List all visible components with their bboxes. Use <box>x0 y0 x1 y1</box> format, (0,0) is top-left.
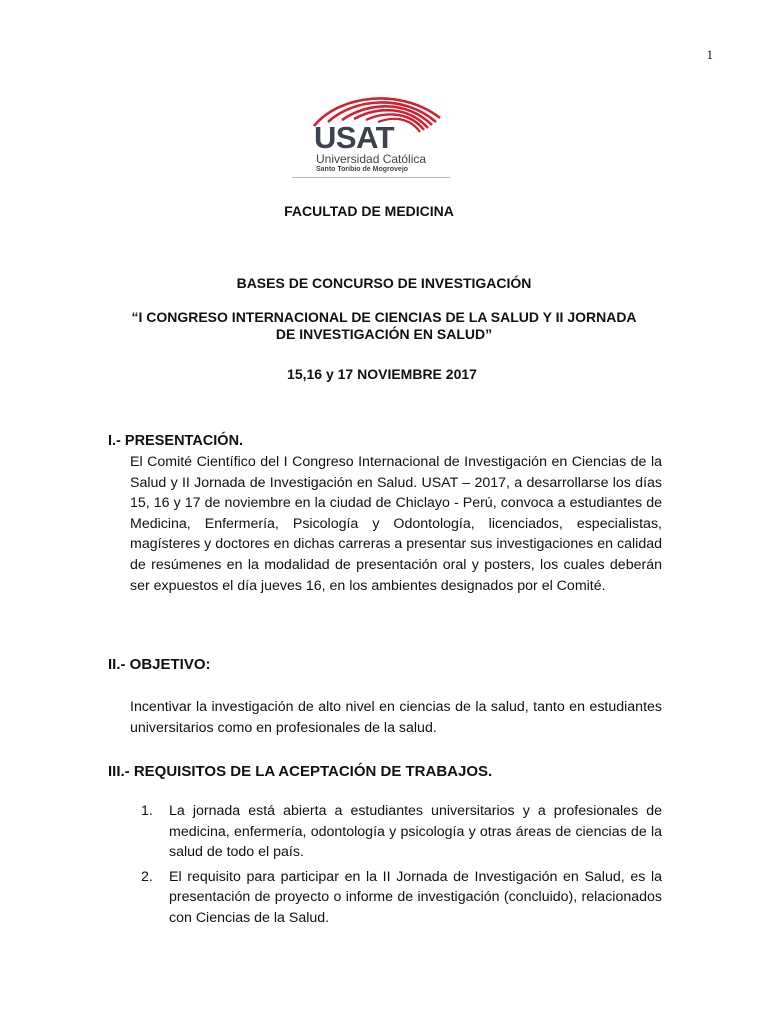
congress-title-line-1: “I CONGRESO INTERNACIONAL DE CIENCIAS DE LA SALUD Y II JORNADA <box>131 309 637 325</box>
section-heading-requisitos: III.- REQUISITOS DE LA ACEPTACIÓN DE TRABAJOS. <box>108 763 493 780</box>
usat-logo <box>292 92 450 180</box>
congress-title <box>0 309 768 343</box>
list-item-text: La jornada está abierta a estudiantes universitarios y a profesionales de medicina, enfermería, odontología y psicología y otras áreas de ciencias de la salud de todo el país. <box>169 803 662 861</box>
list-item-number: 2. <box>141 868 153 885</box>
document-title: BASES DE CONCURSO DE INVESTIGACIÓN <box>236 275 532 291</box>
logo-subtitle: Universidad Católica <box>316 152 427 166</box>
presentacion-paragraph: El Comité Científico del I Congreso Internacional de Investigación en Ciencias de la Salud y II Jornada de Investigación en Salud. USAT – 2017, a desarrollarse los días 15, 16 y 17 de noviembre en la ciudad de Chiclayo - Perú, convoca a estudiantes de Medicina, Enfermería, Psicología y Odontología, licenciados, especialistas, magísteres y doctores en dichas carreras a presentar sus investigaciones en calidad de resúmenes en la modalidad de presentación oral y posters, los cuales deberán ser expuestos el día jueves 16, en los ambientes designados por el Comité. <box>130 454 662 594</box>
list-item <box>108 801 662 863</box>
requisitos-list <box>108 801 662 933</box>
section-heading-presentacion: I.- PRESENTACIÓN. <box>108 433 244 449</box>
objetivo-paragraph: Incentivar la investigación de alto nivel en ciencias de la salud, tanto en estudiantes universitarios como en profesionales de la salud. <box>130 699 662 736</box>
list-item-text: El requisito para participar en la II Jornada de Investigación en Salud, es la presentación de proyecto o informe de investigación (concluido), relacionados con Ciencias de la Salud. <box>169 868 662 926</box>
event-dates: 15,16 y 17 NOVIEMBRE 2017 <box>287 366 477 382</box>
congress-title-line-2: DE INVESTIGACIÓN EN SALUD” <box>275 326 493 342</box>
logo-wordmark: USAT <box>314 120 395 155</box>
faculty-title: FACULTAD DE MEDICINA <box>284 203 454 219</box>
list-item-number: 1. <box>141 803 153 819</box>
logo-divider <box>292 177 450 178</box>
logo-subtitle-2: Santo Toribio de Mogrovejo <box>316 166 409 173</box>
section-heading-objetivo: II.- OBJETIVO: <box>108 656 211 673</box>
list-item <box>108 867 662 929</box>
page-number: 1 <box>706 47 713 62</box>
